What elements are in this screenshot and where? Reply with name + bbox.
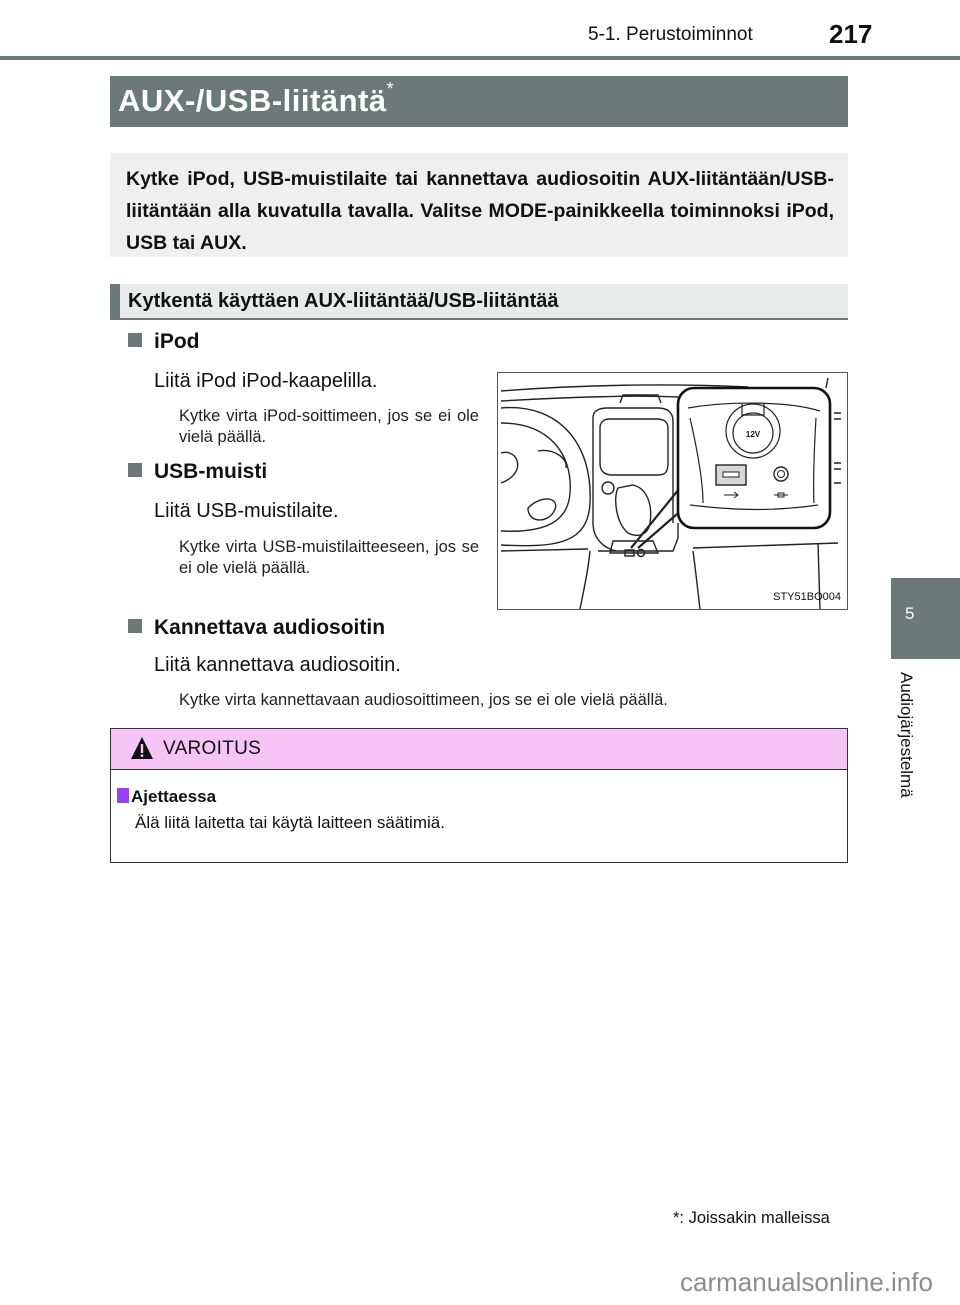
page-title-text: AUX-/USB-liitäntä: [118, 83, 387, 118]
item-heading-ipod: [128, 330, 200, 354]
subsection-accent: [110, 284, 120, 318]
page-number: 217: [829, 19, 873, 49]
square-bullet-icon: [128, 463, 142, 477]
asterisk-marker: *: [386, 79, 395, 99]
chapter-number: 5: [905, 604, 915, 623]
chapter-label: Audiojärjestelmä: [897, 672, 916, 798]
item-heading-text: iPod: [154, 330, 200, 353]
footnote-marker: *: [673, 1209, 680, 1227]
item-note-ipod: Kytke virta iPod-soittimeen, jos se ei ole vielä päällä.: [179, 407, 479, 446]
intro-box: [110, 153, 848, 257]
footnote-text: : Joissakin malleissa: [679, 1209, 830, 1227]
page-title-bar: [110, 76, 848, 127]
item-instruction-portable: Liitä kannettava audiosoitin.: [154, 654, 401, 676]
subsection-header: [110, 284, 848, 320]
watermark: carmanualsonline.info: [680, 1267, 933, 1297]
dashboard-illustration: [497, 372, 848, 610]
warning-subheading: [117, 787, 216, 807]
warning-triangle-icon: [130, 736, 154, 760]
item-heading-text: USB-muisti: [154, 460, 268, 483]
subsection-title: Kytkentä käyttäen AUX-liitäntää/USB-liitäntää: [128, 290, 559, 312]
figure-code: STY51BO004: [773, 591, 841, 603]
purple-square-bullet-icon: [117, 788, 129, 803]
warning-box: [110, 728, 848, 863]
footnote: [673, 1209, 830, 1228]
socket-label: 12V: [745, 430, 761, 439]
inset-closeup: [678, 388, 830, 528]
item-instruction-ipod: Liitä iPod iPod-kaapelilla.: [154, 370, 378, 392]
dashboard-drawing: [498, 373, 847, 609]
header-divider: [0, 56, 960, 60]
square-bullet-icon: [128, 619, 142, 633]
warning-text: Älä liitä laitetta tai käytä laitteen säätimiä.: [135, 813, 445, 832]
warning-header: [111, 729, 847, 770]
square-bullet-icon: [128, 333, 142, 347]
item-note-portable: Kytke virta kannettavaan audiosoittimeen, jos se ei ole vielä päällä.: [179, 691, 668, 709]
warning-label: VAROITUS: [163, 738, 262, 759]
item-note-usb: Kytke virta USB-muistilaitteeseen, jos se ei ole vielä päällä.: [179, 538, 479, 577]
item-heading-usb: [128, 460, 267, 484]
item-instruction-usb: Liitä USB-muistilaite.: [154, 500, 339, 522]
chapter-tab: [891, 578, 960, 659]
item-heading-portable: [128, 616, 385, 640]
intro-text: Kytke iPod, USB-muistilaite tai kannettava audiosoitin AUX-liitäntään/USB-liitäntään alla kuvatulla tavalla. Valitse MODE-painikkeella toiminnoksi iPod, USB tai AUX.: [126, 168, 834, 254]
header-section-label: 5-1. Perustoiminnot: [588, 24, 753, 45]
warning-subheading-text: Ajettaessa: [131, 787, 217, 806]
item-heading-text: Kannettava audiosoitin: [154, 616, 386, 639]
page-title: [118, 79, 395, 119]
